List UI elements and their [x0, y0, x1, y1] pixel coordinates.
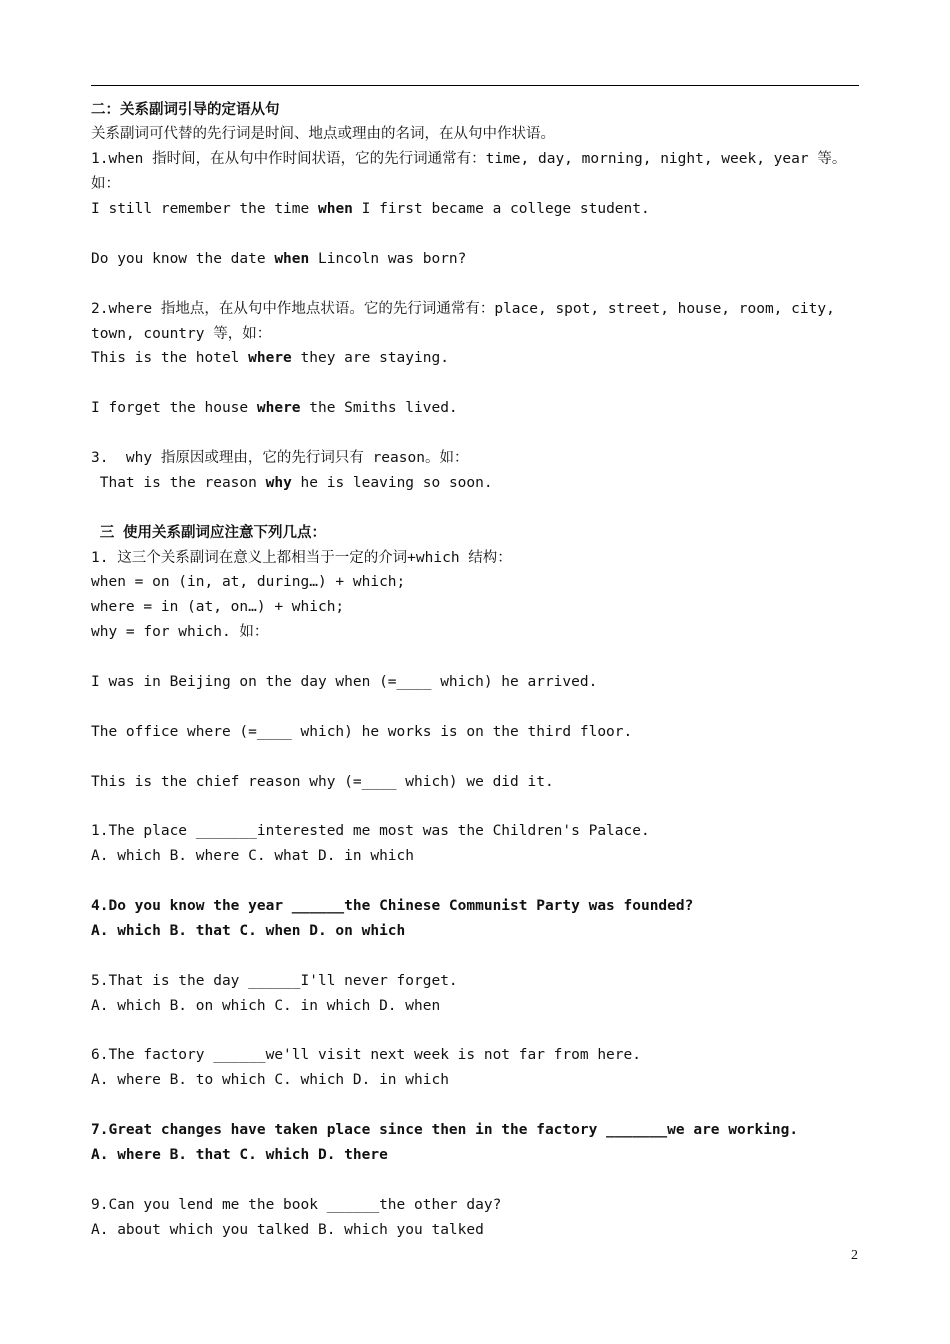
example-keyword: when: [274, 251, 310, 267]
practice-sentence: The office where (=____ which) he works is on the third floor.: [91, 724, 633, 740]
example-text: I forget the house: [91, 400, 257, 416]
example-text: Do you know the date: [91, 251, 275, 267]
example-text: Lincoln was born?: [309, 251, 467, 267]
section-two-intro: 关系副词可代替的先行词是时间、地点或理由的名词，在从句中作状语。: [91, 126, 555, 142]
section-two-title: 二：关系副词引导的定语从句: [91, 102, 280, 118]
where-rule-line: 2.where 指地点，在从句中作地点状语。它的先行词通常有：place, spot, street, house, room, city,: [91, 301, 835, 317]
question-options: A. where B. to which C. which D. in which: [91, 1072, 449, 1088]
question-options: A. where B. that C. which D. there: [91, 1147, 388, 1163]
practice-sentence: This is the chief reason why (=____ which) we did it.: [91, 774, 554, 790]
example-text: they are staying.: [291, 350, 449, 366]
example-text: I still remember the time: [91, 201, 318, 217]
question-text: 4.Do you know the year ______the Chinese Communist Party was founded?: [91, 898, 694, 914]
section-three-title: 三 使用关系副词应注意下列几点：: [91, 525, 326, 541]
example-sentence: [91, 398, 458, 418]
example-sentence: [91, 249, 466, 269]
example-keyword: when: [317, 201, 353, 217]
question-options: A. which B. that C. when D. on which: [91, 923, 406, 939]
page-number: 2: [851, 1248, 858, 1263]
example-text: the Smiths lived.: [300, 400, 458, 416]
formula-line: why = for which. 如：: [91, 624, 269, 640]
section-three-point: 1. 这三个关系副词在意义上都相当于一定的介词+which 结构：: [91, 550, 512, 566]
example-keyword: why: [265, 475, 292, 491]
example-text: he is leaving so soon.: [291, 475, 493, 491]
example-keyword: where: [248, 350, 292, 366]
example-keyword: where: [256, 400, 301, 416]
question-text: 7.Great changes have taken place since then in the factory _______we are working.: [91, 1122, 799, 1138]
question-options: A. about which you talked B. which you talked: [91, 1222, 484, 1238]
when-rule-line: 1.when 指时间，在从句中作时间状语，它的先行词通常有：time, day, morning, night, week, year 等。: [91, 151, 847, 167]
question-text: 6.The factory ______we'll visit next week is not far from here.: [91, 1047, 641, 1063]
question-options: A. which B. where C. what D. in which: [91, 848, 415, 864]
question-text: 5.That is the day ______I'll never forget.: [91, 973, 458, 989]
practice-sentence: I was in Beijing on the day when (=____ which) he arrived.: [91, 674, 598, 690]
example-sentence: [91, 199, 650, 219]
example-sentence: [91, 473, 493, 493]
why-rule-line: 3. why 指原因或理由，它的先行词只有 reason。如：: [91, 450, 469, 466]
example-text: This is the hotel: [91, 350, 249, 366]
question-text: 9.Can you lend me the book ______the other day?: [91, 1197, 502, 1213]
question-options: A. which B. on which C. in which D. when: [91, 998, 441, 1014]
formula-line: when = on (in, at, during…) + which;: [91, 574, 406, 590]
question-text: 1.The place _______interested me most was the Children's Palace.: [91, 823, 650, 839]
example-sentence: [91, 348, 449, 368]
header-rule: [91, 85, 859, 86]
example-text: That is the reason: [91, 475, 266, 491]
where-rule-line-2: town, country 等，如：: [91, 326, 272, 342]
when-rule-line-2: 如：: [91, 176, 120, 192]
formula-line: where = in (at, on…) + which;: [91, 599, 345, 615]
example-text: I first became a college student.: [352, 201, 650, 217]
